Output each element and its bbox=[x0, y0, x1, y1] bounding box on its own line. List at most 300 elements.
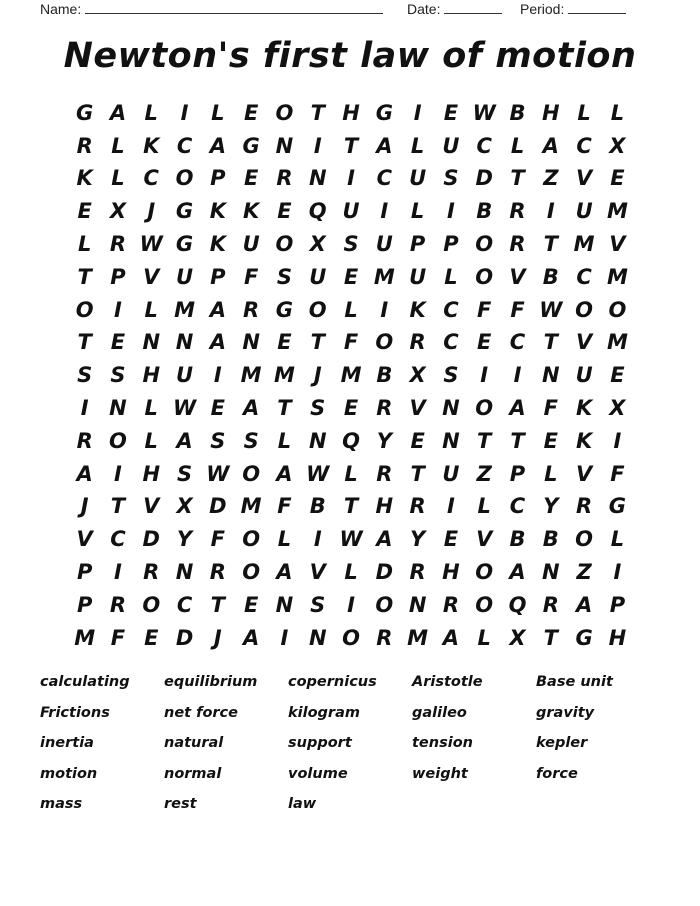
grid-letter[interactable]: O bbox=[75, 297, 94, 322]
grid-letter[interactable]: L bbox=[211, 100, 225, 125]
grid-letter[interactable]: G bbox=[175, 199, 194, 224]
grid-letter[interactable]: R bbox=[509, 199, 526, 224]
grid-letter[interactable]: P bbox=[609, 592, 626, 617]
grid-letter[interactable]: T bbox=[543, 625, 558, 650]
grid-letter[interactable]: R bbox=[409, 330, 426, 355]
grid-letter[interactable]: B bbox=[542, 264, 559, 289]
grid-letter[interactable]: I bbox=[513, 363, 522, 388]
grid-letter[interactable]: R bbox=[409, 494, 426, 519]
grid-letter[interactable]: C bbox=[176, 592, 193, 617]
grid-letter[interactable]: O bbox=[475, 396, 494, 421]
grid-letter[interactable]: V bbox=[143, 264, 160, 289]
date-blank-line[interactable] bbox=[444, 0, 502, 14]
grid-letter[interactable]: B bbox=[376, 363, 393, 388]
grid-letter[interactable]: T bbox=[477, 428, 492, 453]
grid-letter[interactable]: W bbox=[306, 461, 330, 486]
grid-letter[interactable]: E bbox=[477, 330, 492, 355]
grid-letter[interactable]: L bbox=[144, 297, 158, 322]
grid-letter[interactable]: F bbox=[610, 461, 625, 486]
grid-letter[interactable]: K bbox=[76, 166, 93, 191]
grid-letter[interactable]: M bbox=[407, 625, 429, 650]
grid-letter[interactable]: P bbox=[210, 264, 226, 289]
grid-letter[interactable]: U bbox=[309, 264, 327, 289]
grid-letter[interactable]: U bbox=[442, 461, 460, 486]
grid-letter[interactable]: U bbox=[575, 363, 593, 388]
grid-letter[interactable]: L bbox=[144, 396, 158, 421]
grid-letter[interactable]: F bbox=[343, 330, 359, 355]
grid-letter[interactable]: R bbox=[109, 232, 127, 257]
grid-letter[interactable]: I bbox=[613, 560, 622, 585]
grid-letter[interactable]: I bbox=[114, 461, 122, 486]
grid-letter[interactable]: G bbox=[608, 494, 627, 519]
grid-letter[interactable]: L bbox=[344, 560, 358, 585]
grid-letter[interactable]: N bbox=[308, 428, 327, 453]
grid-letter[interactable]: T bbox=[210, 592, 225, 617]
grid-letter[interactable]: G bbox=[242, 133, 260, 158]
grid-letter[interactable]: R bbox=[376, 625, 393, 650]
grid-letter[interactable]: L bbox=[144, 428, 158, 453]
grid-letter[interactable]: I bbox=[313, 133, 322, 158]
grid-letter[interactable]: C bbox=[576, 264, 592, 289]
grid-letter[interactable]: Y bbox=[376, 428, 392, 453]
grid-letter[interactable]: A bbox=[243, 625, 260, 650]
grid-letter[interactable]: I bbox=[480, 363, 489, 388]
grid-letter[interactable]: I bbox=[447, 494, 455, 519]
grid-letter[interactable]: I bbox=[114, 560, 122, 585]
grid-letter[interactable]: E bbox=[343, 396, 359, 421]
grid-letter[interactable]: H bbox=[342, 100, 360, 125]
word-bank-item: rest bbox=[164, 796, 197, 812]
grid-letter[interactable]: W bbox=[139, 232, 163, 257]
grid-letter[interactable]: Y bbox=[176, 527, 193, 552]
grid-letter[interactable]: L bbox=[610, 527, 625, 552]
grid-letter[interactable]: K bbox=[575, 396, 593, 421]
grid-letter[interactable]: X bbox=[509, 625, 526, 650]
grid-letter[interactable]: A bbox=[276, 461, 293, 486]
grid-letter[interactable]: E bbox=[277, 330, 292, 355]
grid-letter[interactable]: I bbox=[413, 100, 422, 125]
grid-letter[interactable]: O bbox=[175, 166, 194, 191]
grid-letter[interactable]: P bbox=[409, 232, 426, 257]
period-blank-line[interactable] bbox=[568, 0, 626, 14]
grid-letter[interactable]: E bbox=[144, 625, 159, 650]
grid-letter[interactable]: D bbox=[375, 560, 394, 585]
grid-letter[interactable]: S bbox=[176, 461, 193, 486]
grid-letter[interactable]: C bbox=[509, 330, 526, 355]
grid-letter[interactable]: E bbox=[410, 428, 425, 453]
grid-letter[interactable]: E bbox=[243, 100, 259, 125]
grid-letter[interactable]: U bbox=[242, 232, 260, 257]
grid-letter[interactable]: C bbox=[576, 133, 592, 158]
grid-letter[interactable]: V bbox=[509, 264, 526, 289]
grid-letter[interactable]: V bbox=[409, 396, 426, 421]
grid-letter[interactable]: C bbox=[176, 133, 193, 158]
grid-letter[interactable]: T bbox=[77, 264, 92, 289]
grid-letter[interactable]: C bbox=[476, 133, 492, 158]
grid-letter[interactable]: E bbox=[543, 428, 558, 453]
grid-letter[interactable]: S bbox=[443, 166, 459, 191]
grid-letter[interactable]: S bbox=[310, 396, 326, 421]
grid-letter[interactable]: X bbox=[109, 199, 127, 224]
grid-letter[interactable]: O bbox=[575, 527, 594, 552]
grid-letter[interactable]: O bbox=[275, 232, 294, 257]
grid-letter[interactable]: B bbox=[509, 100, 526, 125]
grid-letter[interactable]: P bbox=[76, 560, 93, 585]
grid-letter[interactable]: A bbox=[109, 100, 127, 125]
grid-letter[interactable]: A bbox=[76, 461, 93, 486]
grid-letter[interactable]: N bbox=[442, 396, 460, 421]
grid-letter[interactable]: F bbox=[543, 396, 558, 421]
grid-letter[interactable]: Z bbox=[576, 560, 592, 585]
grid-letter[interactable]: O bbox=[375, 592, 394, 617]
grid-letter[interactable]: R bbox=[76, 133, 93, 158]
grid-letter[interactable]: O bbox=[475, 264, 494, 289]
grid-letter[interactable]: G bbox=[575, 625, 593, 650]
page-title: Newton's first law of motion bbox=[63, 36, 637, 76]
grid-letter[interactable]: S bbox=[276, 264, 292, 289]
grid-letter[interactable]: D bbox=[142, 527, 160, 552]
grid-letter[interactable]: C bbox=[443, 297, 459, 322]
grid-letter[interactable]: P bbox=[110, 264, 126, 289]
grid-letter[interactable]: V bbox=[609, 232, 626, 257]
grid-letter[interactable]: L bbox=[277, 527, 292, 552]
grid-letter[interactable]: L bbox=[477, 625, 491, 650]
grid-letter[interactable]: M bbox=[606, 330, 628, 355]
grid-letter[interactable]: S bbox=[343, 232, 359, 257]
grid-letter[interactable]: W bbox=[206, 461, 230, 486]
grid-letter[interactable]: H bbox=[142, 461, 161, 486]
grid-letter[interactable]: V bbox=[76, 527, 93, 552]
grid-letter[interactable]: I bbox=[313, 527, 322, 552]
grid-letter[interactable]: K bbox=[143, 133, 160, 158]
grid-letter[interactable]: L bbox=[577, 100, 591, 125]
grid-letter[interactable]: L bbox=[410, 199, 425, 224]
grid-letter[interactable]: I bbox=[347, 166, 355, 191]
grid-letter[interactable]: Q bbox=[342, 428, 360, 453]
grid-letter[interactable]: R bbox=[209, 560, 226, 585]
word-bank-item: support bbox=[288, 735, 352, 751]
grid-letter[interactable]: E bbox=[243, 592, 259, 617]
grid-letter[interactable]: U bbox=[375, 232, 393, 257]
grid-letter[interactable]: R bbox=[442, 592, 459, 617]
grid-letter[interactable]: K bbox=[209, 199, 226, 224]
grid-letter[interactable]: D bbox=[175, 625, 194, 650]
grid-letter[interactable]: T bbox=[277, 396, 292, 421]
grid-letter[interactable]: I bbox=[447, 199, 455, 224]
grid-letter[interactable]: A bbox=[509, 560, 526, 585]
grid-letter[interactable]: S bbox=[210, 428, 226, 453]
grid-letter[interactable]: C bbox=[143, 166, 159, 191]
grid-letter[interactable]: E bbox=[610, 363, 625, 388]
grid-letter[interactable]: F bbox=[477, 297, 492, 322]
grid-letter[interactable]: M bbox=[240, 363, 262, 388]
grid-letter[interactable]: N bbox=[142, 330, 161, 355]
grid-letter[interactable]: X bbox=[609, 133, 626, 158]
grid-letter[interactable]: K bbox=[409, 297, 426, 322]
grid-letter[interactable]: N bbox=[275, 592, 294, 617]
grid-letter[interactable]: S bbox=[243, 428, 259, 453]
grid-letter[interactable]: I bbox=[546, 199, 555, 224]
grid-letter[interactable]: W bbox=[472, 100, 496, 125]
grid-letter[interactable]: A bbox=[509, 396, 526, 421]
grid-letter[interactable]: E bbox=[443, 527, 459, 552]
grid-letter[interactable]: H bbox=[442, 560, 460, 585]
grid-letter[interactable]: L bbox=[344, 461, 358, 486]
grid-letter[interactable]: O bbox=[475, 592, 494, 617]
grid-letter[interactable]: X bbox=[309, 232, 326, 257]
grid-letter[interactable]: O bbox=[375, 330, 394, 355]
grid-letter[interactable]: M bbox=[606, 199, 628, 224]
grid-letter[interactable]: Q bbox=[508, 592, 527, 617]
grid-letter[interactable]: I bbox=[280, 625, 289, 650]
grid-letter[interactable]: G bbox=[275, 297, 294, 322]
grid-letter[interactable]: O bbox=[275, 100, 294, 125]
grid-letter[interactable]: R bbox=[143, 560, 160, 585]
grid-letter[interactable]: A bbox=[276, 560, 293, 585]
grid-letter[interactable]: N bbox=[109, 396, 127, 421]
grid-letter[interactable]: L bbox=[111, 133, 125, 158]
grid-letter[interactable]: M bbox=[174, 297, 195, 322]
grid-letter[interactable]: A bbox=[376, 527, 393, 552]
grid-letter[interactable]: O bbox=[475, 560, 494, 585]
grid-letter[interactable]: H bbox=[608, 625, 627, 650]
grid-letter[interactable]: R bbox=[109, 592, 127, 617]
grid-letter[interactable]: A bbox=[442, 625, 460, 650]
grid-letter[interactable]: F bbox=[510, 297, 525, 322]
grid-letter[interactable]: E bbox=[210, 396, 226, 421]
grid-letter[interactable]: E bbox=[610, 166, 625, 191]
grid-letter[interactable]: C bbox=[509, 494, 526, 519]
grid-letter[interactable]: M bbox=[573, 232, 595, 257]
grid-letter[interactable]: O bbox=[109, 428, 127, 453]
grid-letter[interactable]: M bbox=[273, 363, 295, 388]
grid-letter[interactable]: O bbox=[142, 592, 161, 617]
grid-letter[interactable]: S bbox=[110, 363, 126, 388]
grid-letter[interactable]: A bbox=[575, 592, 593, 617]
grid-letter[interactable]: I bbox=[380, 199, 389, 224]
grid-letter[interactable]: R bbox=[542, 592, 559, 617]
grid-letter[interactable]: L bbox=[144, 100, 158, 125]
grid-letter[interactable]: G bbox=[175, 232, 194, 257]
grid-letter[interactable]: A bbox=[209, 330, 226, 355]
word-bank-item: motion bbox=[40, 765, 98, 782]
name-field[interactable] bbox=[40, 0, 383, 17]
grid-letter[interactable]: T bbox=[110, 494, 126, 519]
grid-letter[interactable]: T bbox=[543, 330, 558, 355]
grid-letter[interactable]: F bbox=[243, 264, 259, 289]
grid-letter[interactable]: L bbox=[510, 133, 525, 158]
grid-letter[interactable]: B bbox=[476, 199, 493, 224]
grid-letter[interactable]: Z bbox=[476, 461, 492, 486]
grid-letter[interactable]: T bbox=[310, 100, 325, 125]
grid-letter[interactable]: S bbox=[77, 363, 93, 388]
grid-letter[interactable]: P bbox=[509, 461, 526, 486]
grid-letter[interactable]: L bbox=[544, 461, 558, 486]
grid-letter[interactable]: U bbox=[442, 133, 460, 158]
word-bank-item: inertia bbox=[40, 735, 94, 751]
grid-letter[interactable]: O bbox=[242, 560, 261, 585]
grid-letter[interactable]: E bbox=[243, 166, 259, 191]
grid-letter[interactable]: L bbox=[410, 133, 425, 158]
grid-letter[interactable]: K bbox=[575, 428, 593, 453]
grid-letter[interactable]: F bbox=[210, 527, 226, 552]
grid-letter[interactable]: M bbox=[74, 625, 96, 650]
grid-letter[interactable]: K bbox=[242, 199, 260, 224]
grid-letter[interactable]: I bbox=[180, 100, 189, 125]
period-field[interactable] bbox=[520, 0, 626, 17]
grid-letter[interactable]: M bbox=[373, 264, 395, 289]
grid-letter[interactable]: X bbox=[176, 494, 193, 519]
grid-letter[interactable]: U bbox=[575, 199, 593, 224]
grid-letter[interactable]: B bbox=[509, 527, 526, 552]
grid-letter[interactable]: O bbox=[308, 297, 327, 322]
grid-letter[interactable]: U bbox=[176, 363, 194, 388]
grid-letter[interactable]: A bbox=[542, 133, 559, 158]
grid-letter[interactable]: I bbox=[380, 297, 389, 322]
grid-letter[interactable]: T bbox=[510, 428, 525, 453]
grid-letter[interactable]: V bbox=[575, 330, 593, 355]
grid-letter[interactable]: J bbox=[80, 494, 89, 519]
grid-letter[interactable]: S bbox=[443, 363, 459, 388]
date-field[interactable] bbox=[407, 0, 502, 17]
grid-letter[interactable]: N bbox=[308, 625, 327, 650]
grid-letter[interactable]: N bbox=[442, 428, 460, 453]
grid-letter[interactable]: N bbox=[275, 133, 294, 158]
grid-letter[interactable]: H bbox=[142, 363, 161, 388]
grid-letter[interactable]: I bbox=[213, 363, 222, 388]
name-blank-line[interactable] bbox=[85, 0, 383, 14]
grid-letter[interactable]: Y bbox=[410, 527, 426, 552]
grid-letter[interactable]: O bbox=[475, 232, 494, 257]
grid-letter[interactable]: R bbox=[376, 396, 393, 421]
grid-letter[interactable]: B bbox=[542, 527, 559, 552]
grid-letter[interactable]: P bbox=[443, 232, 459, 257]
grid-letter[interactable]: T bbox=[310, 330, 325, 355]
grid-letter[interactable]: D bbox=[475, 166, 493, 191]
grid-letter[interactable]: T bbox=[410, 461, 425, 486]
grid-letter[interactable]: Q bbox=[308, 199, 327, 224]
grid-letter[interactable]: A bbox=[376, 133, 393, 158]
grid-letter[interactable]: N bbox=[542, 560, 560, 585]
grid-letter[interactable]: U bbox=[176, 264, 194, 289]
grid-letter[interactable]: V bbox=[575, 461, 593, 486]
grid-letter[interactable]: J bbox=[213, 625, 222, 650]
grid-letter[interactable]: P bbox=[210, 166, 226, 191]
grid-letter[interactable]: R bbox=[76, 428, 93, 453]
grid-letter[interactable]: L bbox=[344, 297, 358, 322]
grid-letter[interactable]: I bbox=[347, 592, 355, 617]
grid-letter[interactable]: R bbox=[243, 297, 260, 322]
grid-letter[interactable]: N bbox=[542, 363, 560, 388]
grid-letter[interactable]: L bbox=[610, 100, 625, 125]
grid-letter[interactable]: E bbox=[343, 264, 359, 289]
grid-letter[interactable]: H bbox=[375, 494, 394, 519]
grid-letter[interactable]: P bbox=[76, 592, 93, 617]
grid-letter[interactable]: M bbox=[340, 363, 362, 388]
grid-letter[interactable]: H bbox=[542, 100, 560, 125]
grid-letter[interactable]: A bbox=[176, 428, 193, 453]
grid-letter[interactable]: T bbox=[343, 133, 359, 158]
grid-letter[interactable]: A bbox=[209, 297, 226, 322]
grid-letter[interactable]: R bbox=[576, 494, 593, 519]
grid-letter[interactable]: S bbox=[310, 592, 326, 617]
grid-letter[interactable]: V bbox=[309, 560, 326, 585]
grid-letter[interactable]: T bbox=[510, 166, 525, 191]
grid-letter[interactable]: L bbox=[444, 264, 458, 289]
grid-letter[interactable]: E bbox=[77, 199, 92, 224]
grid-letter[interactable]: O bbox=[608, 297, 627, 322]
grid-letter[interactable]: I bbox=[80, 396, 89, 421]
grid-letter[interactable]: V bbox=[143, 494, 160, 519]
grid-letter[interactable]: E bbox=[277, 199, 292, 224]
grid-letter[interactable]: C bbox=[443, 330, 459, 355]
grid-letter[interactable]: M bbox=[606, 264, 628, 289]
grid-letter[interactable]: F bbox=[110, 625, 126, 650]
grid-letter[interactable]: W bbox=[172, 396, 197, 421]
grid-letter[interactable]: R bbox=[376, 461, 393, 486]
grid-letter[interactable]: N bbox=[175, 560, 194, 585]
grid-letter[interactable]: O bbox=[575, 297, 594, 322]
grid-letter[interactable]: N bbox=[408, 592, 427, 617]
grid-letter[interactable]: N bbox=[175, 330, 194, 355]
grid-letter[interactable]: W bbox=[539, 297, 563, 322]
grid-letter[interactable]: C bbox=[376, 166, 393, 191]
grid-letter[interactable]: O bbox=[342, 625, 360, 650]
grid-letter[interactable]: M bbox=[240, 494, 262, 519]
grid-letter[interactable]: A bbox=[243, 396, 260, 421]
grid-letter[interactable]: Z bbox=[543, 166, 559, 191]
grid-letter[interactable]: L bbox=[277, 428, 292, 453]
grid-letter[interactable]: O bbox=[242, 461, 261, 486]
grid-letter[interactable]: U bbox=[409, 264, 427, 289]
grid-letter[interactable]: E bbox=[443, 100, 459, 125]
grid-letter[interactable]: T bbox=[543, 232, 558, 257]
grid-letter[interactable]: F bbox=[277, 494, 292, 519]
grid-letter[interactable]: L bbox=[111, 166, 125, 191]
grid-letter[interactable]: V bbox=[476, 527, 493, 552]
grid-letter[interactable]: N bbox=[242, 330, 260, 355]
grid-letter[interactable]: U bbox=[409, 166, 427, 191]
grid-letter[interactable]: U bbox=[342, 199, 360, 224]
grid-letter[interactable]: G bbox=[375, 100, 393, 125]
grid-letter[interactable]: J bbox=[313, 363, 322, 388]
grid-letter[interactable]: G bbox=[76, 100, 94, 125]
grid-letter[interactable]: J bbox=[147, 199, 156, 224]
grid-letter[interactable]: V bbox=[575, 166, 593, 191]
grid-letter[interactable]: R bbox=[509, 232, 526, 257]
grid-letter[interactable]: B bbox=[309, 494, 326, 519]
grid-letter[interactable]: O bbox=[242, 527, 261, 552]
grid-letter[interactable]: K bbox=[209, 232, 226, 257]
grid-letter[interactable]: I bbox=[114, 297, 122, 322]
grid-letter[interactable]: R bbox=[276, 166, 293, 191]
grid-letter[interactable]: A bbox=[209, 133, 226, 158]
grid-letter[interactable]: W bbox=[339, 527, 363, 552]
grid-letter[interactable]: L bbox=[77, 232, 92, 257]
grid-letter[interactable]: C bbox=[110, 527, 126, 552]
grid-letter[interactable]: T bbox=[343, 494, 359, 519]
grid-letter[interactable]: L bbox=[477, 494, 491, 519]
grid-letter[interactable]: N bbox=[308, 166, 327, 191]
grid-letter[interactable]: D bbox=[209, 494, 227, 519]
grid-letter[interactable]: Y bbox=[543, 494, 559, 519]
grid-letter[interactable]: R bbox=[409, 560, 426, 585]
grid-letter[interactable]: I bbox=[613, 428, 622, 453]
grid-letter[interactable]: E bbox=[110, 330, 126, 355]
grid-letter[interactable]: X bbox=[409, 363, 426, 388]
grid-letter[interactable]: T bbox=[77, 330, 92, 355]
grid-letter[interactable]: X bbox=[609, 396, 626, 421]
